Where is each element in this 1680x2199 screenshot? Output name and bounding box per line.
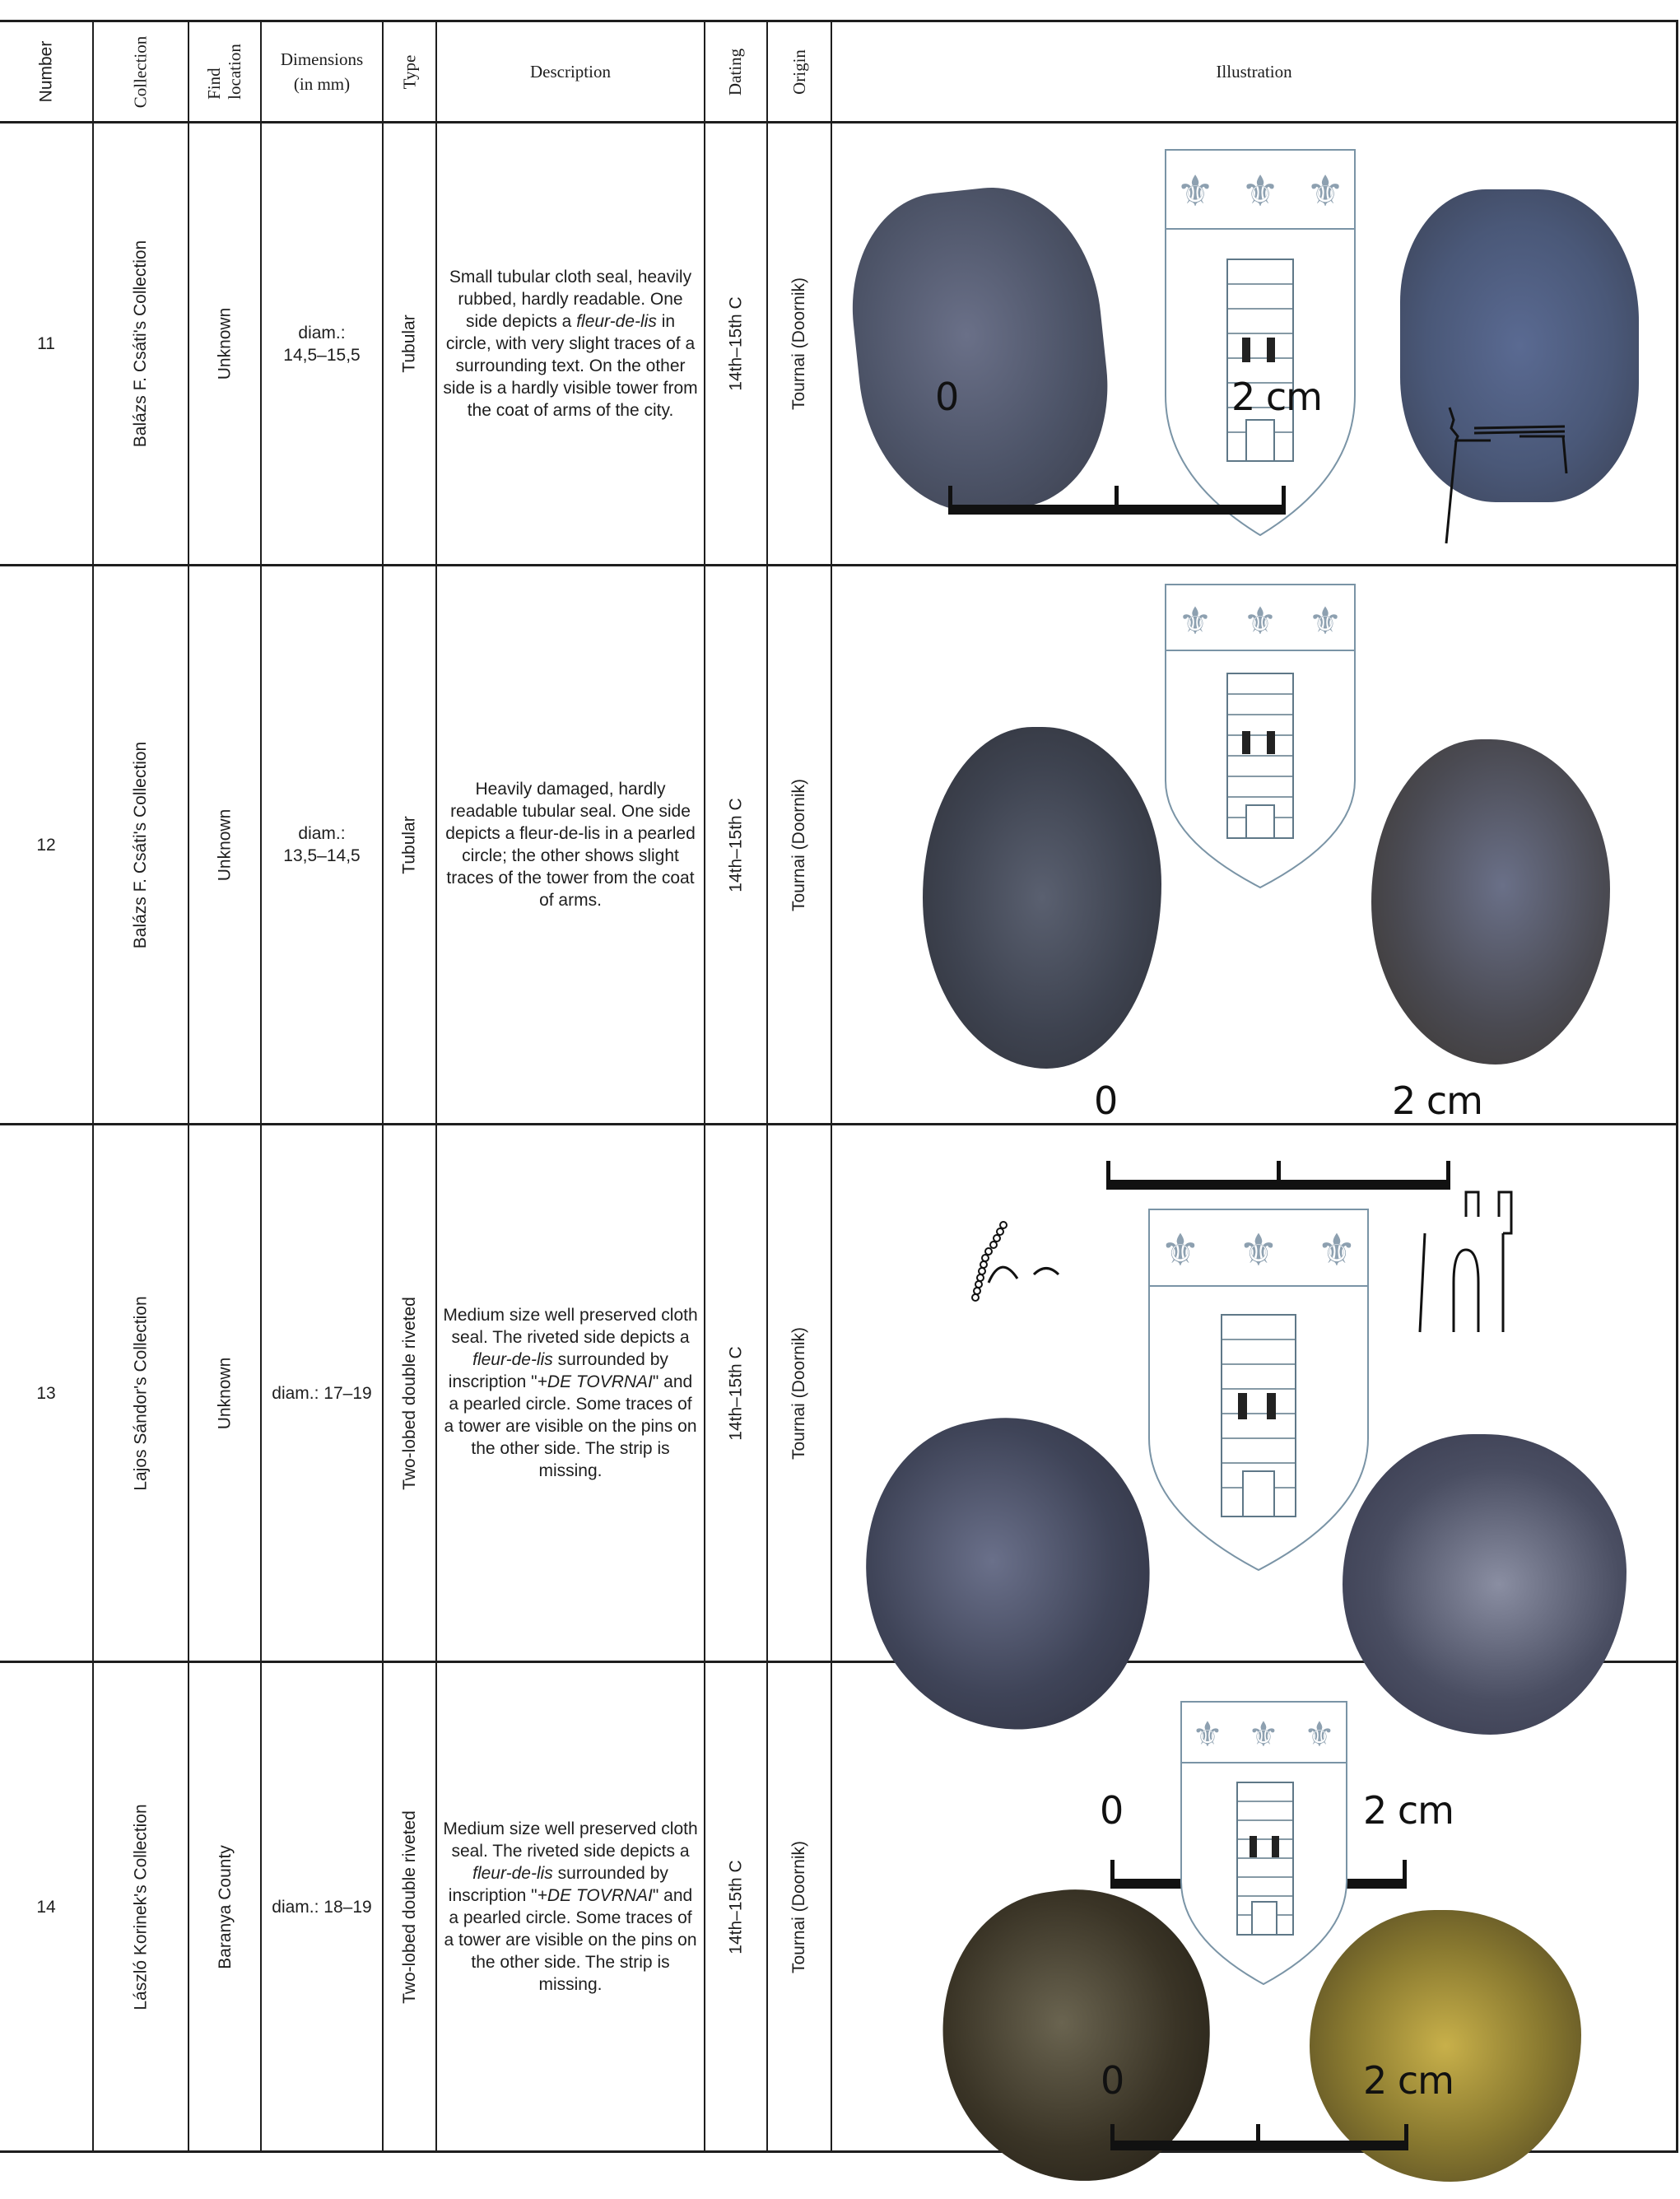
header-number-label: Number: [35, 40, 55, 103]
seal-type: Tubular: [400, 314, 419, 373]
cell-type: [384, 1125, 435, 1661]
dating: 14th–15th C: [726, 296, 746, 391]
origin: Tournai (Doornik): [789, 778, 809, 911]
origin: Tournai (Doornik): [789, 1840, 809, 1973]
dimensions-value: diam.: 17–19: [272, 1383, 372, 1403]
description-part: Heavily damaged, hardly readable tubular seal. One side depicts a fleur-de-lis in a pearled circle; the other shows slight traces of the tower from the coat of arms.: [445, 780, 696, 910]
header-type-label: Type: [399, 54, 419, 89]
description-italic: +DE TOVRNAI: [537, 1886, 653, 1905]
description-part: Medium size well preserved cloth seal. The riveted side depicts a: [443, 1306, 698, 1347]
header-find-location-line1: Find: [204, 68, 224, 100]
cell-dating: [705, 566, 766, 1123]
header-origin-label: Origin: [789, 49, 809, 95]
tournai-coat-of-arms-icon: [1164, 583, 1357, 888]
tower-sketch-icon: [1441, 403, 1573, 543]
description-part: surrounded by inscription ": [448, 1350, 668, 1391]
header-collection: [94, 22, 188, 121]
description-italic: fleur-de-lis: [472, 1350, 553, 1369]
origin: Tournai (Doornik): [789, 277, 809, 411]
description-text: [437, 266, 704, 422]
svg-text:⚜: ⚜: [1238, 1226, 1279, 1275]
header-find-location-label: [204, 44, 245, 100]
header-type: [384, 22, 435, 121]
cell-collection: [94, 123, 188, 564]
scale-zero-label: 0: [1094, 1079, 1118, 1123]
cell-origin: [768, 566, 831, 1123]
cell-origin: [768, 1125, 831, 1661]
dating: 14th–15th C: [726, 1859, 746, 1954]
table-right-border: [1676, 20, 1678, 2153]
dimensions-value: 14,5–15,5: [283, 345, 361, 365]
origin: Tournai (Doornik): [789, 1326, 809, 1460]
cell-origin: [768, 1663, 831, 2150]
collection-name: László Korinek's Collection: [131, 1803, 151, 2010]
seal-type: Two-lobed double riveted: [400, 1296, 419, 1490]
scale-tick: [1404, 2124, 1408, 2147]
dimensions-value: 13,5–14,5: [283, 846, 361, 865]
scale-zero-label: 0: [1100, 1788, 1124, 1833]
description-text: [437, 1818, 704, 1996]
header-description: [437, 22, 704, 121]
description-text: [437, 778, 704, 911]
header-illustration-label: Illustration: [1216, 61, 1292, 82]
header-number: [0, 22, 92, 121]
cell-illustration: [832, 1663, 1676, 2150]
description-part: Medium size well preserved cloth seal. The riveted side depicts a: [443, 1819, 698, 1861]
dimensions-value: diam.: 18–19: [272, 1897, 372, 1917]
scale-end-label: 2 cm: [1392, 1079, 1482, 1123]
cell-description: [437, 123, 704, 564]
row-number: 12: [36, 835, 56, 855]
cell-collection: [94, 1125, 188, 1661]
dimensions-label: diam.:: [298, 323, 346, 342]
seal-photo-obverse: [840, 177, 1119, 522]
cell-description: [437, 1125, 704, 1661]
dimensions-label: diam.:: [298, 824, 346, 843]
cell-type: [384, 123, 435, 564]
cell-dating: [705, 123, 766, 564]
scale-tick: [1110, 2124, 1115, 2147]
cell-dating: [705, 1125, 766, 1661]
collection-name: Balázs F. Csáti's Collection: [131, 240, 151, 448]
description-part: " and a pearled circle. Some traces of a tower are visible on the pins on the other side. The strip is missing.: [444, 1886, 697, 1994]
find-location: Unknown: [215, 808, 235, 881]
row-number: 13: [36, 1383, 56, 1403]
seal-photo-reverse: [1371, 739, 1610, 1065]
description-part: in circle, with very slight traces of a surrounding text. On the other side is a hardly visible tower from the coat of arms of the city.: [443, 312, 698, 420]
cell-description: [437, 566, 704, 1123]
cell-illustration: [832, 123, 1676, 564]
header-collection-label: Collection: [130, 35, 151, 108]
header-origin: [768, 22, 831, 121]
svg-text:⚜: ⚜: [1243, 599, 1277, 642]
cell-find-location: [189, 1663, 260, 2150]
scale-end-label: 2 cm: [1363, 2058, 1454, 2103]
header-illustration: [832, 22, 1676, 121]
seals-table: [0, 20, 1676, 2150]
cell-origin: [768, 123, 831, 564]
scale-tick: [1115, 486, 1119, 510]
tournai-coat-of-arms-icon: [1147, 1208, 1370, 1570]
scale-tick: [1256, 2124, 1260, 2147]
find-location: Unknown: [215, 1357, 235, 1429]
svg-text:⚜: ⚜: [1175, 168, 1215, 216]
svg-text:⚜: ⚜: [1192, 1715, 1223, 1754]
cell-find-location: [189, 1125, 260, 1661]
find-location: Baranya County: [215, 1844, 235, 1969]
header-find-location: [189, 22, 260, 121]
cell-illustration: [832, 1125, 1676, 1833]
header-dimensions-label: Dimensions: [280, 49, 364, 69]
cell-find-location: [189, 123, 260, 564]
svg-text:⚜: ⚜: [1178, 599, 1212, 642]
cell-collection: [94, 566, 188, 1123]
description-italic: +DE TOVRNAI: [537, 1372, 653, 1391]
scale-zero-label: 0: [935, 375, 959, 419]
cell-number: [0, 123, 92, 564]
dating: 14th–15th C: [726, 797, 746, 892]
svg-text:⚜: ⚜: [1305, 168, 1345, 216]
tournai-coat-of-arms-icon: [1180, 1700, 1348, 1984]
header-dimensions: [262, 22, 382, 121]
header-description-label: Description: [530, 61, 611, 82]
header-find-location-line2: location: [225, 44, 244, 100]
scale-end-label: 2 cm: [1363, 1788, 1454, 1833]
header-dimensions-unit: (in mm): [293, 74, 351, 94]
cell-find-location: [189, 566, 260, 1123]
collection-name: Balázs F. Csáti's Collection: [131, 741, 151, 948]
svg-text:⚜: ⚜: [1160, 1226, 1201, 1275]
cell-dimensions: [262, 1125, 382, 1661]
seal-type: Two-lobed double riveted: [400, 1810, 419, 2004]
header-dating-label: Dating: [725, 48, 746, 96]
scale-tick: [948, 486, 952, 510]
row-number: 14: [36, 1897, 56, 1917]
cell-description: [437, 1663, 704, 2150]
dating: 14th–15th C: [726, 1345, 746, 1441]
description-text: [437, 1304, 704, 1482]
svg-text:⚜: ⚜: [1248, 1715, 1279, 1754]
cell-number: [0, 1663, 92, 2150]
svg-text:⚜: ⚜: [1304, 1715, 1335, 1754]
cell-number: [0, 1125, 92, 1661]
cell-type: [384, 566, 435, 1123]
cell-dimensions: [262, 123, 382, 564]
svg-text:⚜: ⚜: [1308, 599, 1343, 642]
cell-number: [0, 566, 92, 1123]
cell-dimensions: [262, 566, 382, 1123]
scale-end-label: 2 cm: [1231, 375, 1322, 419]
row-number: 11: [37, 334, 55, 353]
svg-text:⚜: ⚜: [1240, 168, 1280, 216]
scale-tick: [1282, 486, 1286, 510]
description-part: surrounded by inscription ": [448, 1864, 668, 1905]
tournai-coat-of-arms-icon: [1164, 148, 1357, 535]
collection-name: Lajos Sándor's Collection: [131, 1295, 151, 1491]
cell-illustration: [832, 566, 1676, 1123]
find-location: Unknown: [215, 307, 235, 380]
description-italic: fleur-de-lis: [576, 312, 657, 331]
svg-text:⚜: ⚜: [1316, 1226, 1357, 1275]
seal-photo-obverse: [923, 727, 1161, 1069]
cell-dimensions: [262, 1663, 382, 2150]
description-italic: fleur-de-lis: [472, 1864, 553, 1883]
description-part: Small tubular cloth seal, heavily rubbed, hardly readable. One side depicts a: [449, 268, 692, 331]
scale-zero-label: 0: [1101, 2058, 1124, 2103]
cell-type: [384, 1663, 435, 2150]
cell-dating: [705, 1663, 766, 2150]
cell-collection: [94, 1663, 188, 2150]
header-dating: [705, 22, 766, 121]
seal-type: Tubular: [400, 815, 419, 874]
description-part: " and a pearled circle. Some traces of a tower are visible on the pins on the other side. The strip is missing.: [444, 1372, 697, 1480]
